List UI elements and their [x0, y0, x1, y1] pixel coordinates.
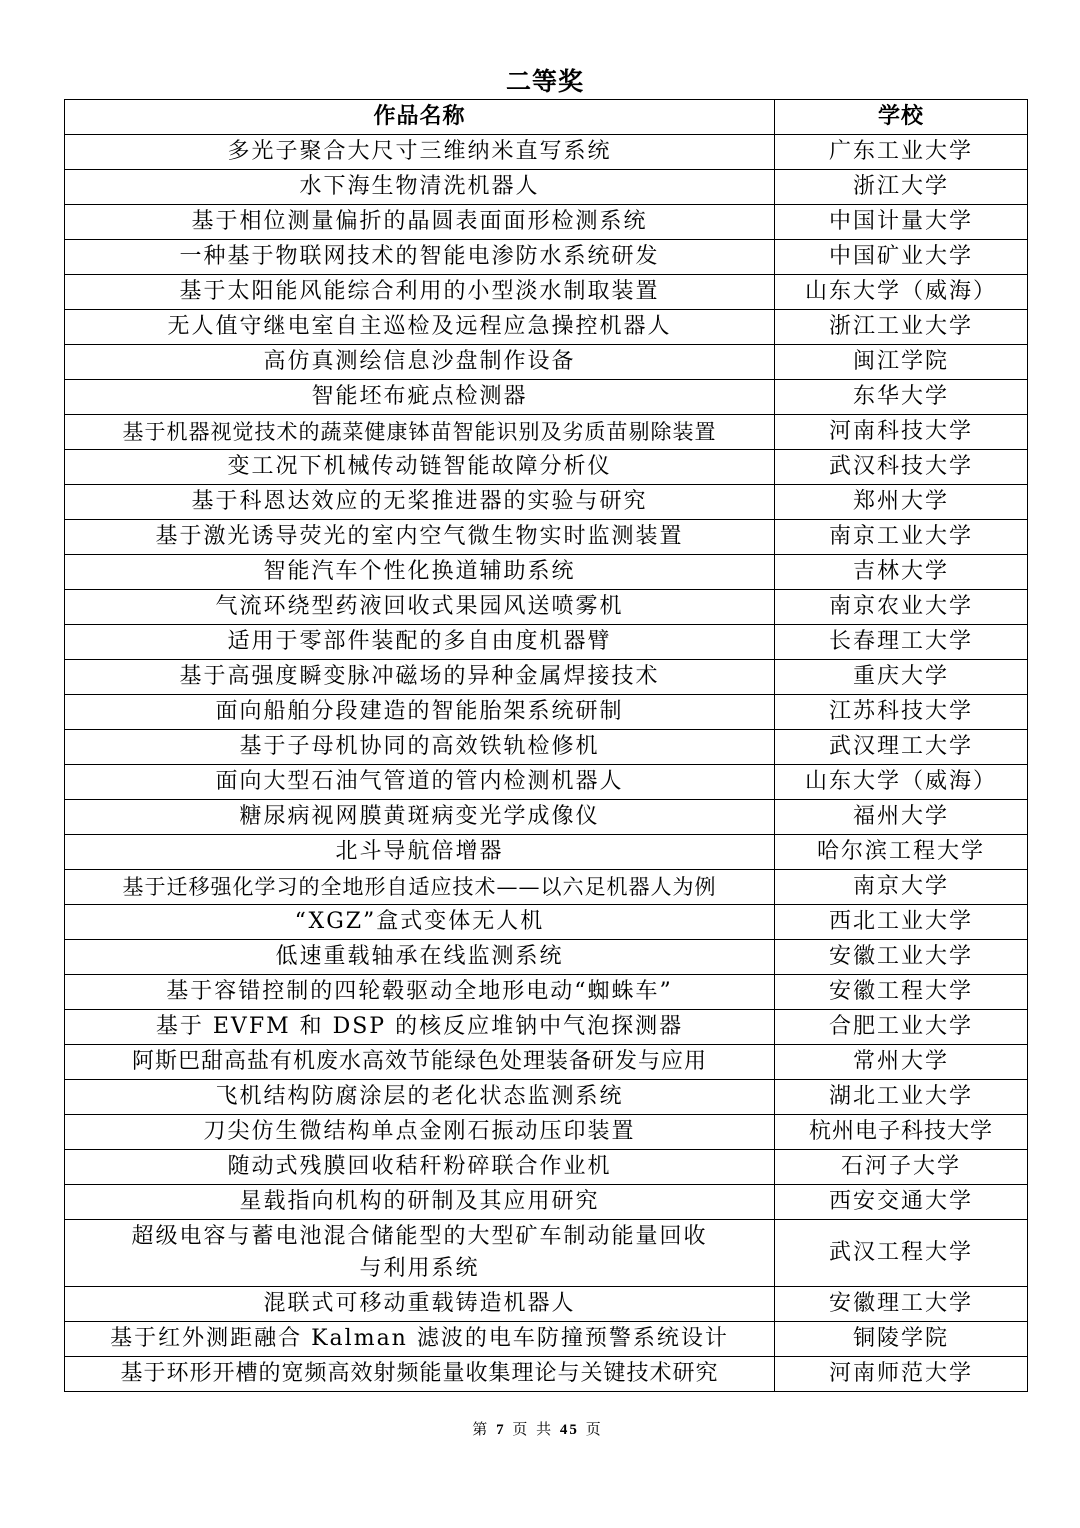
school-name: 河南师范大学: [775, 1357, 1028, 1392]
project-name: 糖尿病视网膜黄斑病变光学成像仪: [65, 800, 775, 835]
project-name: 面向船舶分段建造的智能胎架系统研制: [65, 695, 775, 730]
project-name: 一种基于物联网技术的智能电渗防水系统研发: [65, 240, 775, 275]
table-row: [65, 555, 1028, 590]
school-name: 江苏科技大学: [775, 695, 1028, 730]
school-name: 郑州大学: [775, 485, 1028, 520]
project-name: 水下海生物清洗机器人: [65, 170, 775, 205]
school-name: 安徽工业大学: [775, 940, 1028, 975]
school-name: 湖北工业大学: [775, 1080, 1028, 1115]
project-name: 低速重载轴承在线监测系统: [65, 940, 775, 975]
table-row: [65, 345, 1028, 380]
table-row: [65, 1357, 1028, 1392]
school-name: 安徽工程大学: [775, 975, 1028, 1010]
school-name: 西安交通大学: [775, 1185, 1028, 1220]
table-row: [65, 275, 1028, 310]
school-name: 安徽理工大学: [775, 1287, 1028, 1322]
school-name: 南京工业大学: [775, 520, 1028, 555]
project-name: 基于 EVFM 和 DSP 的核反应堆钠中气泡探测器: [65, 1010, 775, 1045]
awards-table: [64, 99, 1028, 1392]
table-row: [65, 905, 1028, 940]
school-name: 山东大学（威海）: [775, 765, 1028, 800]
project-name: “XGZ”盒式变体无人机: [65, 905, 775, 940]
school-name: 中国矿业大学: [775, 240, 1028, 275]
school-name: 哈尔滨工程大学: [775, 835, 1028, 870]
school-name: 福州大学: [775, 800, 1028, 835]
table-row: [65, 835, 1028, 870]
table-row: [65, 870, 1028, 905]
project-name: 星载指向机构的研制及其应用研究: [65, 1185, 775, 1220]
table-row: [65, 380, 1028, 415]
project-name: 混联式可移动重载铸造机器人: [65, 1287, 775, 1322]
project-name: 无人值守继电室自主巡检及远程应急操控机器人: [65, 310, 775, 345]
project-name: 变工况下机械传动链智能故障分析仪: [65, 450, 775, 485]
school-name: 广东工业大学: [775, 135, 1028, 170]
school-name: 常州大学: [775, 1045, 1028, 1080]
table-row: [65, 695, 1028, 730]
table-row: [65, 940, 1028, 975]
project-name: 基于容错控制的四轮毂驱动全地形电动“蜘蛛车”: [65, 975, 775, 1010]
table-row: [65, 415, 1028, 450]
table-row: [65, 1220, 1028, 1287]
table-row: [65, 485, 1028, 520]
school-name: 东华大学: [775, 380, 1028, 415]
project-name: 基于科恩达效应的无桨推进器的实验与研究: [65, 485, 775, 520]
total-pages-number: 45: [559, 1422, 579, 1438]
project-name: 基于高强度瞬变脉冲磁场的异种金属焊接技术: [65, 660, 775, 695]
school-name: 中国计量大学: [775, 205, 1028, 240]
table-row: [65, 1185, 1028, 1220]
school-name: 吉林大学: [775, 555, 1028, 590]
table-row: [65, 1287, 1028, 1322]
project-name: 基于红外测距融合 Kalman 滤波的电车防撞预警系统设计: [65, 1322, 775, 1357]
project-name: 基于迁移强化学习的全地形自适应技术——以六足机器人为例: [65, 870, 775, 905]
project-name: 多光子聚合大尺寸三维纳米直写系统: [65, 135, 775, 170]
school-name: 杭州电子科技大学: [775, 1115, 1028, 1150]
school-name: 南京农业大学: [775, 590, 1028, 625]
project-name: 基于相位测量偏折的晶圆表面面形检测系统: [65, 205, 775, 240]
table-row: [65, 730, 1028, 765]
project-name: 适用于零部件装配的多自由度机器臂: [65, 625, 775, 660]
project-name: 北斗导航倍增器: [65, 835, 775, 870]
table-row: [65, 1080, 1028, 1115]
table-row: [65, 590, 1028, 625]
project-name: 基于子母机协同的高效铁轨检修机: [65, 730, 775, 765]
footer-prefix: 第: [472, 1420, 490, 1438]
project-name-line-1: 超级电容与蓄电池混合储能型的大型矿车制动能量回收: [131, 1224, 708, 1249]
page-footer: [0, 1418, 1075, 1439]
school-name: 石河子大学: [775, 1150, 1028, 1185]
project-name: 智能汽车个性化换道辅助系统: [65, 555, 775, 590]
table-row: [65, 1010, 1028, 1045]
footer-suffix: 页: [585, 1420, 603, 1438]
school-name: 武汉理工大学: [775, 730, 1028, 765]
table-row: [65, 520, 1028, 555]
school-name: 武汉工程大学: [775, 1220, 1028, 1287]
school-name: 浙江工业大学: [775, 310, 1028, 345]
table-row: [65, 170, 1028, 205]
school-name: 合肥工业大学: [775, 1010, 1028, 1045]
footer-middle: 页 共: [512, 1420, 554, 1438]
table-row: [65, 660, 1028, 695]
project-name: 智能坯布疵点检测器: [65, 380, 775, 415]
project-name: 随动式残膜回收秸秆粉碎联合作业机: [65, 1150, 775, 1185]
table-row: [65, 975, 1028, 1010]
project-name: 基于激光诱导荧光的室内空气微生物实时监测装置: [65, 520, 775, 555]
table-row: [65, 1322, 1028, 1357]
project-name: 刀尖仿生微结构单点金刚石振动压印装置: [65, 1115, 775, 1150]
project-name: 基于机器视觉技术的蔬菜健康钵苗智能识别及劣质苗剔除装置: [65, 415, 775, 450]
school-name: 山东大学（威海）: [775, 275, 1028, 310]
project-name: 阿斯巴甜高盐有机废水高效节能绿色处理装备研发与应用: [65, 1045, 775, 1080]
section-title: 二等奖: [505, 67, 584, 96]
project-name: 基于太阳能风能综合利用的小型淡水制取装置: [65, 275, 775, 310]
table-row: [65, 1115, 1028, 1150]
table-header-row: [65, 100, 1028, 135]
table-row: [65, 1045, 1028, 1080]
project-name: [65, 1220, 775, 1287]
school-name: 重庆大学: [775, 660, 1028, 695]
table-row: [65, 1150, 1028, 1185]
school-name: 武汉科技大学: [775, 450, 1028, 485]
school-name: 闽江学院: [775, 345, 1028, 380]
header-school: 学校: [775, 100, 1028, 135]
project-name: 高仿真测绘信息沙盘制作设备: [65, 345, 775, 380]
current-page-number: 7: [496, 1422, 506, 1438]
table-row: [65, 205, 1028, 240]
table-row: [65, 135, 1028, 170]
school-name: 西北工业大学: [775, 905, 1028, 940]
project-name: 气流环绕型药液回收式果园风送喷雾机: [65, 590, 775, 625]
table-row: [65, 625, 1028, 660]
table-row: [65, 450, 1028, 485]
school-name: 南京大学: [775, 870, 1028, 905]
school-name: 长春理工大学: [775, 625, 1028, 660]
project-name: 面向大型石油气管道的管内检测机器人: [65, 765, 775, 800]
header-project-name: 作品名称: [65, 100, 775, 135]
table-row: [65, 800, 1028, 835]
school-name: 浙江大学: [775, 170, 1028, 205]
table-row: [65, 310, 1028, 345]
table-row: [65, 765, 1028, 800]
school-name: 铜陵学院: [775, 1322, 1028, 1357]
table-row: [65, 240, 1028, 275]
project-name-line-2: 与利用系统: [359, 1256, 480, 1281]
school-name: 河南科技大学: [775, 415, 1028, 450]
project-name: 基于环形开槽的宽频高效射频能量收集理论与关键技术研究: [65, 1357, 775, 1392]
project-name: 飞机结构防腐涂层的老化状态监测系统: [65, 1080, 775, 1115]
